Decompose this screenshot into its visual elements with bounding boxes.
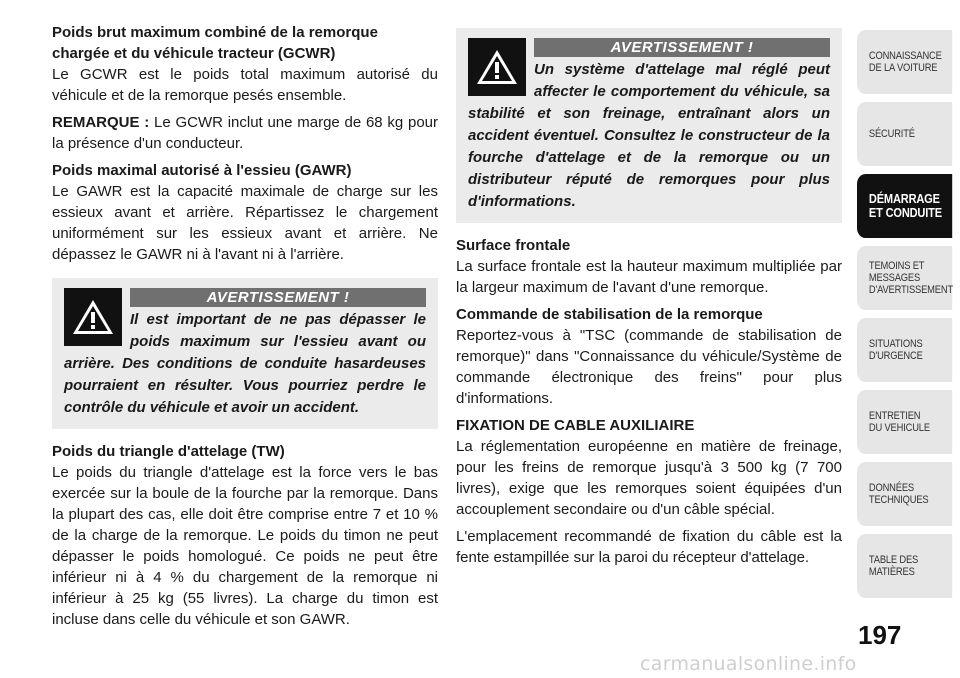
cable-text-2: L'emplacement recommandé de fixation du câble est la fente estampillée sur la paroi du récepteur d'attelage. [456, 528, 842, 566]
gawr-heading: Poids maximal autorisé à l'essieu (GAWR) [52, 162, 352, 179]
cable-heading: FIXATION DE CABLE AUXILIAIRE [456, 417, 695, 434]
remark-text: Le GCWR inclut une marge de 68 kg pour la présence d'un conducteur. [52, 114, 438, 152]
tsc-text: Reportez-vous à "TSC (commande de stabilisation de remorque)" dans "Connaissance du véhicule/Système de commande électronique des freins" pour plus d'informations. [456, 327, 842, 407]
remark-label: REMARQUE : [52, 114, 150, 131]
chapter-tabs [857, 30, 952, 606]
right-column [456, 28, 842, 568]
left-column [52, 22, 438, 630]
remark-paragraph [52, 112, 438, 154]
tsc-heading: Commande de stabilisation de la remorque [456, 306, 763, 323]
warning-text: Il est important de ne pas dépasser le poids maximum sur l'essieu avant ou arrière. Des conditions de conduite hasardeuses pourraient en résulter. Vous pourriez perdre le contrôle du véhicule et avoir un accident. [64, 311, 426, 416]
page-number: 197 [858, 620, 902, 650]
cable-text: La réglementation européenne en matière de freinage, pour les freins de remorque jusqu'à 3 500 kg (7 700 livres), exige que les remorques soient équipées d'un accouplement secondaire ou d'un câble spécial. [456, 438, 842, 518]
warning-box-axle [52, 278, 438, 429]
tab-connaissance[interactable]: CONNAISSANCE DE LA VOITURE [857, 30, 952, 94]
tw-heading: Poids du triangle d'attelage (TW) [52, 443, 285, 460]
tw-text: Le poids du triangle d'attelage est la force vers le bas exercée sur la boule de la fourche par la remorque. Dans la plupart des cas, elle doit être comprise entre 7 et 10 % de la charge de la remorque. Le poids du timon ne peut dépasser le poids homologué. Ce poids ne peut être inférieur ni à 4 % du chargement de la remorque ni inférieur à 25 kg (55 livres). La charge du timon est incluse dans celle du véhicule et son GAWR. [52, 464, 438, 628]
tab-securite[interactable]: SÉCURITÉ [857, 102, 952, 166]
gcwr-heading: Poids brut maximum combiné de la remorque chargée et du véhicule tracteur (GCWR) [52, 24, 378, 62]
warning-triangle-icon [64, 288, 122, 346]
warning-text: Un système d'attelage mal réglé peut affecter le comportement du véhicule, sa stabilité et son freinage, entraînant alors un accident éventuel. Consultez le constructeur de la fourche d'attelage et de la remorque ou un distributeur réputé de remorques pour plus d'informations. [468, 61, 830, 210]
tab-entretien[interactable]: ENTRETIEN DU VEHICULE [857, 390, 952, 454]
warning-triangle-icon [468, 38, 526, 96]
tab-situations[interactable]: SITUATIONS D'URGENCE [857, 318, 952, 382]
warning-box-hitch [456, 28, 842, 223]
tab-table[interactable]: TABLE DES MATIÈRES [857, 534, 952, 598]
frontal-text: La surface frontale est la hauteur maximum multipliée par la largeur maximum de l'avant d'une remorque. [456, 258, 842, 296]
warning-title: AVERTISSEMENT ! [130, 288, 426, 307]
tab-temoins[interactable]: TEMOINS ET MESSAGES D'AVERTISSEMENT [857, 246, 952, 310]
warning-title: AVERTISSEMENT ! [534, 38, 830, 57]
frontal-heading: Surface frontale [456, 237, 571, 254]
gawr-text: Le GAWR est la capacité maximale de charge sur les essieux avant et arrière. Répartissez le chargement uniformément sur les essieux avant et arrière. Ne dépassez le GAWR ni à l'avant ni à l'arrière. [52, 183, 438, 263]
gcwr-text: Le GCWR est le poids total maximum autorisé du véhicule et de la remorque pesés ensemble. [52, 66, 438, 104]
tab-demarrage[interactable]: DÉMARRAGE ET CONDUITE [857, 174, 952, 238]
tab-donnees[interactable]: DONNÉES TECHNIQUES [857, 462, 952, 526]
watermark: carmanualsonline.info [640, 653, 857, 675]
